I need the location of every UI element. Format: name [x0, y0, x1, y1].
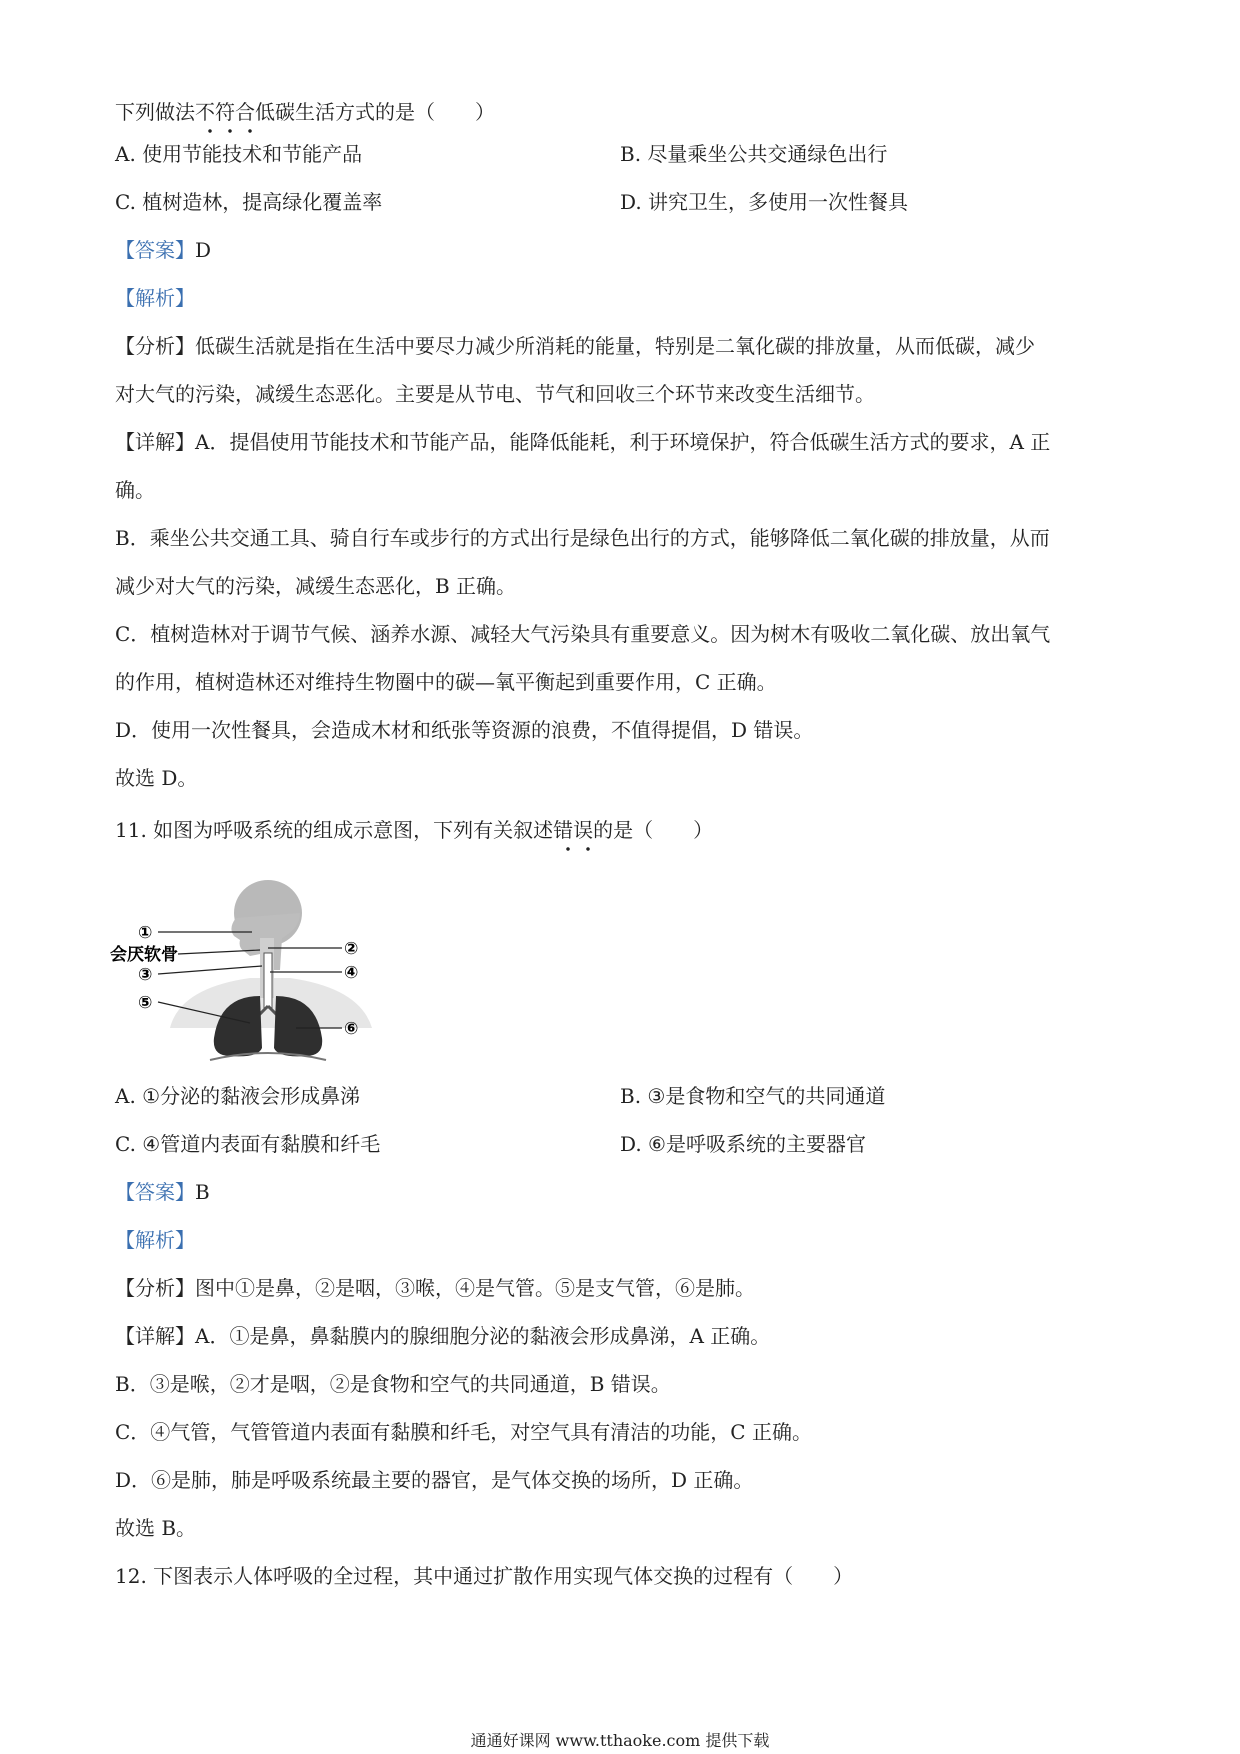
q10-detail-b2: 减少对大气的污染，减缓生态恶化，B 正确。: [115, 574, 517, 598]
q11-detail-c: C．④气管，气管管道内表面有黏膜和纤毛，对空气具有清洁的功能，C 正确。: [115, 1420, 812, 1444]
analysis-tag: 【解析】: [115, 286, 195, 310]
q10-analysis-heading: [115, 284, 195, 312]
leader-line-3: [158, 966, 262, 974]
q11-detail-b: B．③是喉，②才是咽，②是食物和空气的共同通道，B 错误。: [115, 1372, 671, 1396]
fenxi-tag: 【分析】: [115, 334, 195, 358]
q10-stem-emphasis: 不符合: [195, 98, 255, 126]
detail-tag: 【详解】: [115, 1324, 195, 1348]
q10-option-b: B. 尽量乘坐公共交通绿色出行: [620, 142, 888, 166]
figure-label-5: ⑤: [138, 993, 153, 1013]
q10-detail-b1: B．乘坐公共交通工具、骑自行车或步行的方式出行是绿色出行的方式，能够降低二氧化碳的排放量，从而: [115, 526, 1050, 550]
q11-answer: [115, 1178, 210, 1206]
page-footer: 通通好课网 www.tthaoke.com 提供下载: [470, 1731, 770, 1750]
respiratory-system-figure: [110, 878, 380, 1068]
answer-tag: 【答案】: [115, 238, 195, 262]
analysis-tag: 【解析】: [115, 1228, 195, 1252]
fenxi-text: 图中①是鼻，②是咽，③喉，④是气管。⑤是支气管，⑥是肺。: [195, 1276, 755, 1300]
q10-stem: [115, 98, 495, 126]
figure-label-1: ①: [138, 923, 153, 943]
q11-analysis-heading: [115, 1226, 195, 1254]
q11-option-b: B. ③是食物和空气的共同通道: [620, 1084, 886, 1108]
q11-option-c: C. ④管道内表面有黏膜和纤毛: [115, 1132, 381, 1156]
q10-stem-text-end: 低碳生活方式的是（ ）: [255, 100, 495, 124]
q11-fenxi: [115, 1274, 755, 1302]
q10-option-a: A. 使用节能技术和节能产品: [115, 142, 363, 166]
detail-text: A．①是鼻，鼻黏膜内的腺细胞分泌的黏液会形成鼻涕，A 正确。: [195, 1324, 771, 1348]
q10-detail-a2: 确。: [115, 478, 155, 502]
figure-label-6: ⑥: [344, 1019, 359, 1039]
q11-stem-text-end: 的是（ ）: [593, 818, 714, 842]
figure-label-2: ②: [344, 939, 359, 959]
q10-detail-d: D．使用一次性餐具，会造成木材和纸张等资源的浪费，不值得提倡，D 错误。: [115, 718, 814, 742]
figure-label-3: ③: [138, 965, 153, 985]
answer-value: D: [195, 238, 212, 262]
q10-fenxi-line2: 对大气的污染，减缓生态恶化。主要是从节电、节气和回收三个环节来改变生活细节。: [115, 382, 875, 406]
q10-stem-text: 下列做法: [115, 100, 195, 124]
q11-stem-text: 11. 如图为呼吸系统的组成示意图，下列有关叙述: [115, 818, 554, 842]
q11-conclusion: 故选 B。: [115, 1516, 197, 1540]
fenxi-text: 低碳生活就是指在生活中要尽力减少所消耗的能量，特别是二氧化碳的排放量，从而低碳，减少: [195, 334, 1035, 358]
q12-stem: 12. 下图表示人体呼吸的全过程，其中通过扩散作用实现气体交换的过程有（ ）: [115, 1564, 854, 1588]
q11-detail-d: D．⑥是肺，肺是呼吸系统最主要的器官，是气体交换的场所，D 正确。: [115, 1468, 754, 1492]
answer-tag: 【答案】: [115, 1180, 195, 1204]
figure-label-4: ④: [344, 963, 359, 983]
q11-option-d: D. ⑥是呼吸系统的主要器官: [620, 1132, 866, 1156]
q11-detail-a: [115, 1322, 770, 1350]
fenxi-tag: 【分析】: [115, 1276, 195, 1300]
detail-text: A．提倡使用节能技术和节能产品，能降低能耗，利于环境保护，符合低碳生活方式的要求，A 正: [195, 430, 1051, 454]
q10-answer: [115, 236, 211, 264]
q10-fenxi-line1: [115, 332, 1035, 360]
q11-stem: [115, 816, 713, 844]
q10-conclusion: 故选 D。: [115, 766, 198, 790]
q10-detail-c2: 的作用，植树造林还对维持生物圈中的碳—氧平衡起到重要作用，C 正确。: [115, 670, 777, 694]
q11-stem-emphasis: 错误: [553, 816, 593, 844]
q10-detail-a1: [115, 428, 1050, 456]
q10-option-d: D. 讲究卫生，多使用一次性餐具: [620, 190, 909, 214]
q10-option-c: C. 植树造林，提高绿化覆盖率: [115, 190, 383, 214]
figure-label-epiglottis: 会厌软骨: [110, 945, 178, 965]
respiratory-diagram: [110, 878, 380, 1068]
q11-option-a: A. ①分泌的黏液会形成鼻涕: [115, 1084, 361, 1108]
q10-detail-c1: C．植树造林对于调节气候、涵养水源、减轻大气污染具有重要意义。因为树木有吸收二氧化碳、放出氧气: [115, 622, 1051, 646]
detail-tag: 【详解】: [115, 430, 195, 454]
trachea-shape: [264, 953, 272, 1008]
answer-value: B: [195, 1180, 210, 1204]
